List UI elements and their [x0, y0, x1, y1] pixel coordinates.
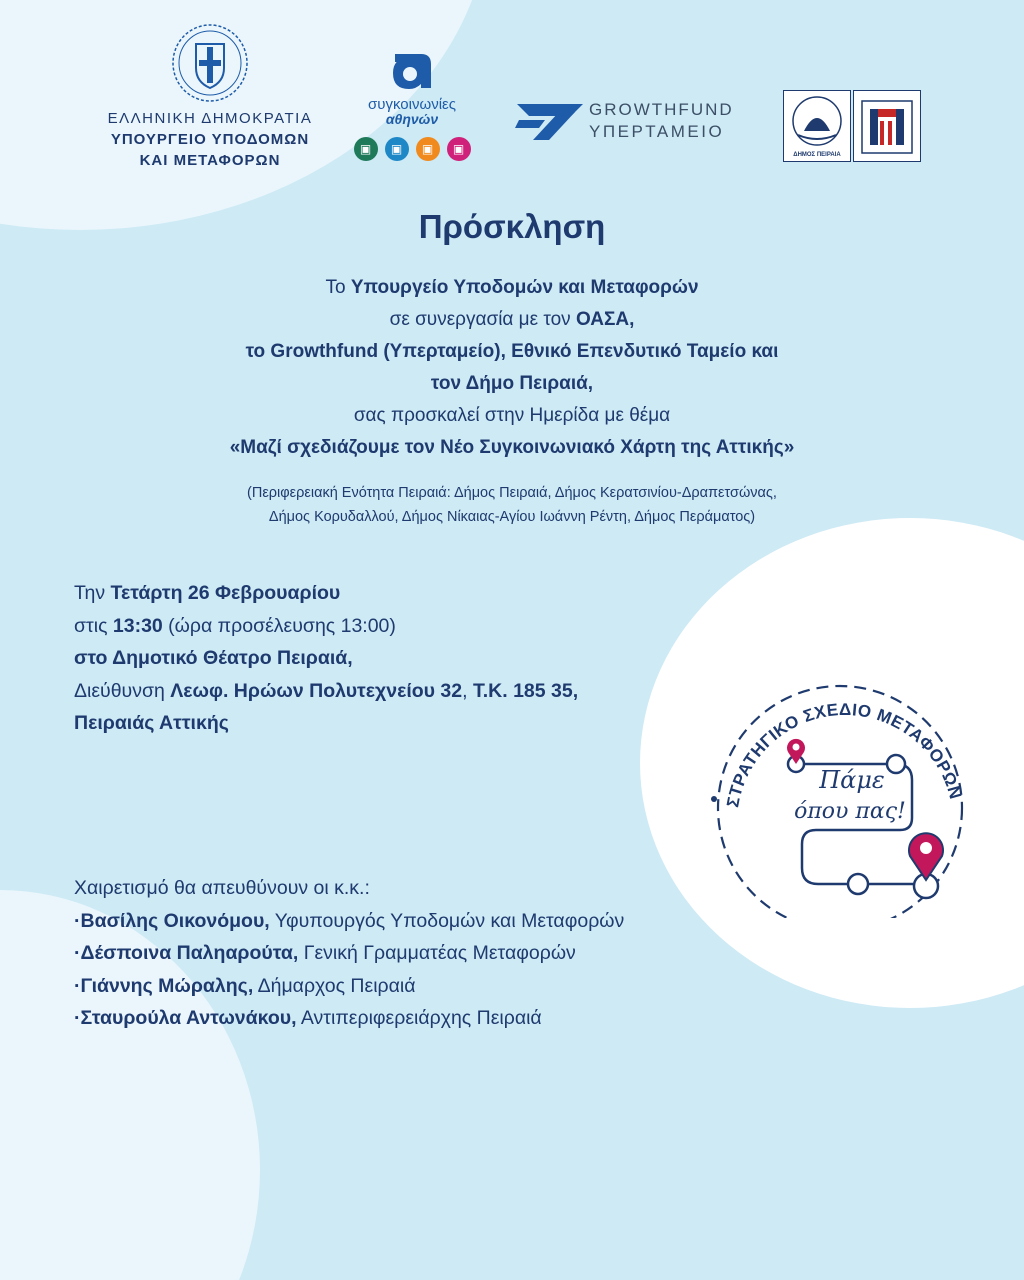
- ministry-line1: ΕΛΛΗΝΙΚΗ ΔΗΜΟΚΡΑΤΙΑ: [107, 110, 313, 127]
- list-item: [74, 970, 774, 1003]
- speaker-name: ·Γιάννης Μώραλης,: [74, 974, 254, 997]
- speaker-name: ·Βασίλης Οικονόμου,: [74, 909, 270, 932]
- region-note-line1: (Περιφερειακή Ενότητα Πειραιά: Δήμος Πειραιά, Δήμος Κερατσινίου-Δραπετσώνας,: [247, 485, 777, 501]
- map-pin-large-icon: [909, 833, 943, 880]
- event-date: Τετάρτη 26 Φεβρουαρίου: [110, 582, 341, 604]
- piraeus-logo: [783, 90, 923, 162]
- speaker-role: Γενική Γραμματέας Μεταφορών: [298, 942, 576, 964]
- oasa-a-icon: [387, 44, 437, 94]
- speaker-role: Αντιπεριφερειάρχης Πειραιά: [296, 1007, 542, 1029]
- speaker-name: ·Δέσποινα Παληαρούτα,: [74, 942, 299, 964]
- address-prefix: Διεύθυνση: [74, 679, 171, 702]
- event-venue: στο Δημοτικό Θέατρο Πειραιά,: [74, 647, 353, 669]
- strategic-plan-emblem: [700, 668, 980, 918]
- piraeus-pi-mark-icon: [853, 90, 921, 162]
- intro-municipality: τον Δήμο Πειραιά,: [430, 373, 594, 394]
- intro-line2-text: σε συνεργασία με τον: [389, 309, 576, 330]
- ministry-line2: ΥΠΟΥΡΓΕΙΟ ΥΠΟΔΟΜΩΝ: [110, 131, 310, 148]
- greek-seal-icon: [170, 22, 250, 104]
- address-separator: ,: [462, 679, 473, 702]
- list-item: [74, 905, 774, 938]
- event-city: Πειραιάς Αττικής: [74, 712, 229, 734]
- emblem-slogan-1: Πάμε: [819, 766, 885, 794]
- event-time: 13:30: [112, 614, 163, 637]
- ministry-logo: [95, 22, 325, 169]
- speaker-name: ·Σταυρούλα Αντωνάκου,: [74, 1007, 297, 1029]
- growthfund-mark-icon: [515, 100, 585, 142]
- piraeus-caption: ΔΗΜΟΣ ΠΕΙΡΑΙΑ: [793, 152, 841, 158]
- intro-line1-text: Το: [325, 277, 351, 298]
- metro-icon: ▣: [447, 137, 471, 161]
- tram-icon: ▣: [416, 137, 440, 161]
- greetings-intro: Χαιρετισμό θα απευθύνουν οι κ.κ.:: [74, 877, 370, 899]
- event-zip: Τ.Κ. 185 35,: [472, 679, 579, 702]
- oasa-transport-icons: [352, 137, 472, 161]
- arrival-time: (ώρα προσέλευσης 13:00): [162, 614, 396, 637]
- speaker-role: Υφυπουργός Υποδομών και Μεταφορών: [269, 909, 625, 932]
- bus-icon: ▣: [354, 137, 378, 161]
- intro-growthfund: το Growthfund (Υπερταμείο), Εθνικό Επενδυτικό Ταμείο και: [245, 341, 779, 362]
- emblem-arc-text: ΣΤΡΑΤΗΓΙΚΟ ΣΧΕΔΙΟ ΜΕΤΑΦΟΡΩΝ: [723, 700, 966, 809]
- region-note-line2: Δήμος Κορυδαλλού, Δήμος Νίκαιας-Αγίου Ιωάννη Ρέντη, Δήμος Περάματος): [268, 509, 756, 525]
- intro-ministry: Υπουργείο Υποδομών και Μεταφορών: [350, 277, 699, 298]
- growthfund-logo: [515, 100, 734, 142]
- region-note: [112, 481, 912, 529]
- oasa-logo: [352, 44, 472, 161]
- list-item: [74, 1002, 774, 1035]
- growthfund-line1: GROWTHFUND: [589, 100, 734, 119]
- intro-paragraph: [62, 272, 962, 464]
- page-title: Πρόσκληση: [418, 208, 606, 245]
- oasa-line2: αθηνών: [385, 111, 439, 127]
- ministry-line3: ΚΑΙ ΜΕΤΑΦΟΡΩΝ: [139, 152, 281, 169]
- event-theme: «Μαζί σχεδιάζουμε τον Νέο Συγκοινωνιακό Χάρτη της Αττικής»: [229, 437, 795, 458]
- intro-oasa: ΟΑΣΑ,: [575, 309, 635, 330]
- date-prefix: Την: [74, 582, 111, 604]
- event-details: [74, 577, 724, 740]
- growthfund-line2: ΥΠΕΡΤΑΜΕΙΟ: [589, 122, 725, 141]
- piraeus-seal: [783, 90, 851, 162]
- intro-invites: σας προσκαλεί στην Ημερίδα με θέμα: [353, 405, 671, 426]
- list-item: [74, 937, 774, 970]
- speaker-role: Δήμαρχος Πειραιά: [253, 974, 416, 997]
- trolley-icon: ▣: [385, 137, 409, 161]
- emblem-slogan-2: όπου πας!: [794, 799, 906, 824]
- event-address: Λεωφ. Ηρώων Πολυτεχνείου 32: [170, 679, 463, 702]
- oasa-line1: συγκοινωνίες: [368, 96, 456, 113]
- time-prefix: στις: [74, 614, 113, 637]
- greetings-list: [74, 872, 774, 1035]
